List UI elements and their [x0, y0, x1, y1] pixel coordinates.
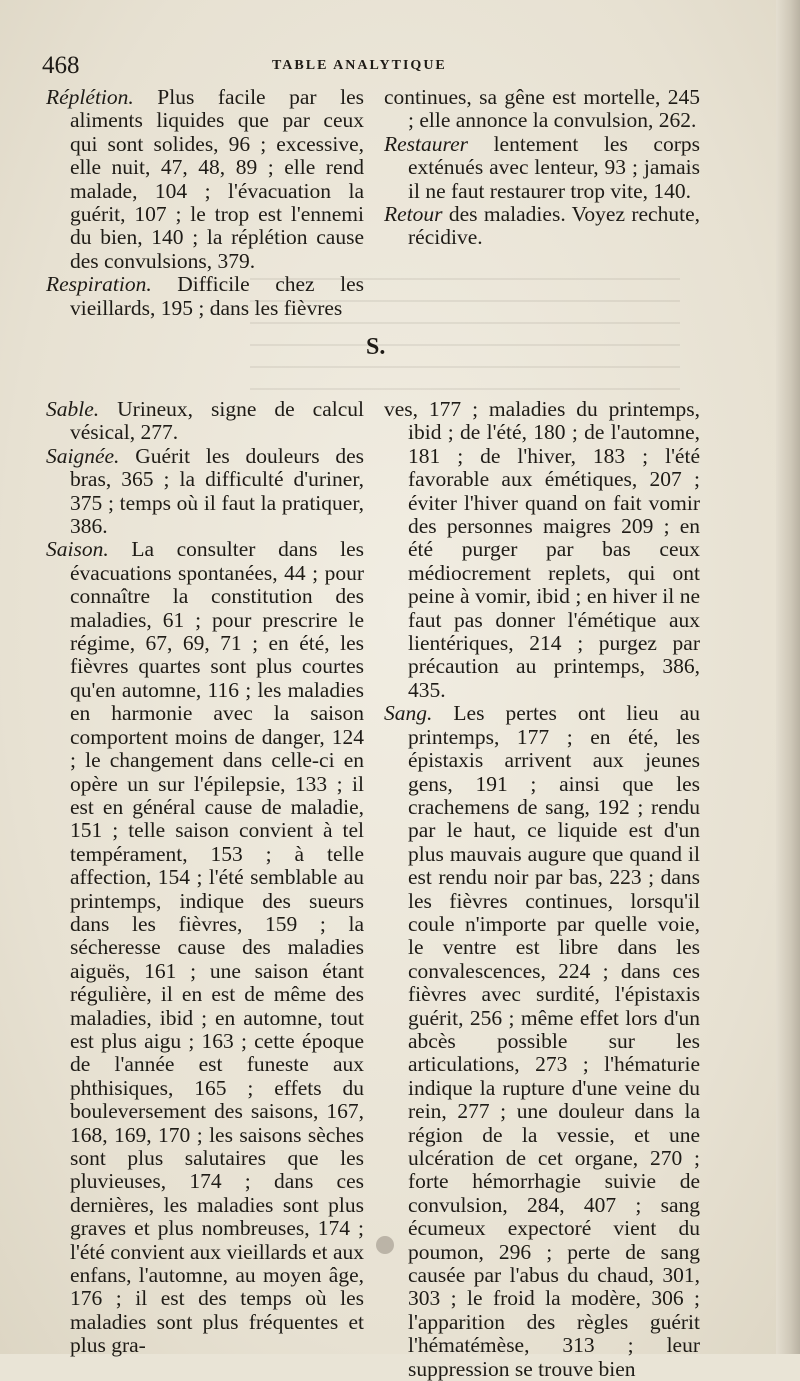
index-entry	[384, 398, 700, 702]
entry-text: Urineux, signe de calcul vésical, 277.	[70, 397, 364, 445]
index-entry	[46, 538, 364, 1357]
entry-headword: Saignée.	[46, 443, 120, 468]
index-entry	[46, 398, 364, 445]
page-spine-shadow	[776, 0, 800, 1354]
index-entry	[46, 86, 364, 273]
index-entry	[384, 203, 700, 250]
entry-text: lentement les corps exténués avec lenteur, 93 ; jamais il ne faut restaurer trop vite, 140.	[408, 131, 700, 203]
entry-text: Difficile chez les vieillards, 195 ; dans les fièvres	[70, 272, 364, 320]
upper-right-column	[384, 86, 700, 250]
entry-headword: Réplétion.	[46, 85, 134, 109]
show-through-bleed	[250, 270, 680, 390]
index-entry	[384, 133, 700, 203]
entry-text: Les pertes ont lieu au printemps, 177 ; en été, les épistaxis arrivent aux jeunes gens, 191 ; ainsi que les crachemens de sang, 192 ; rendu par le haut, ce liquide est d'un plus mauvais augure que quand il est rendu noir par bas, 223 ; dans les fièvres continues, lorsqu'il coule n'importe par quelle voie, le ventre est libre dans les convalescences, 224 ; dans ces fièvres avec surdité, l'épistaxis guérit, 256 ; même effet lors d'un abcès possible sur les articulations, 273 ; l'hématurie indique la rupture d'une veine du rein, 277 ; une douleur dans la région de la vessie, et une ulcération de cet organe, 270 ; forte hémorrhagie suivie de convulsion, 284, 407 ; sang écumeux expectoré vient du poumon, 296 ; perte de sang causée par l'abus du chaud, 301, 303 ; le froid la modère, 306 ; l'apparition des règles guérit l'hématémèse, 313 ; leur suppression se trouve bien	[408, 701, 700, 1381]
page-number: 468	[42, 52, 80, 79]
entry-text: continues, sa gêne est mortelle, 245 ; elle annonce la convulsion, 262.	[384, 85, 700, 133]
index-entry	[46, 445, 364, 539]
entry-text: Guérit les douleurs des bras, 365 ; la difficulté d'uriner, 375 ; temps où il faut la pratiquer, 386.	[70, 443, 364, 539]
page-header	[42, 52, 722, 86]
entry-text: Plus facile par les aliments liquides que par ceux qui sont solides, 96 ; excessive, elle nuit, 47, 48, 89 ; elle rend malade, 104 ; l'évacuation la guérit, 107 ; le trop est l'ennemi du bien, 140 ; la réplétion cause des convulsions, 379.	[70, 85, 364, 273]
entry-text: des maladies. Voyez rechute, récidive.	[408, 202, 700, 250]
lower-right-column	[384, 398, 700, 1381]
running-head: TABLE ANALYTIQUE	[272, 58, 447, 73]
entry-text: ves, 177 ; maladies du printemps, ibid ; de l'été, 180 ; de l'automne, 181 ; de l'hiver, 183 ; l'été favorable aux émétiques, 207 ; éviter l'hiver quand on fait vomir des personnes maigres 209 ; en été purger par bas ceux médiocrement replets, qui ont peine à vomir, ibid ; en hiver il ne faut pas donner l'émétique aux lientériques, 214 ; purgez par précaution au printemps, 386, 435.	[384, 397, 700, 702]
entry-headword: Sable.	[46, 397, 100, 421]
ink-smudge	[376, 1236, 394, 1254]
lower-left-column	[46, 398, 364, 1358]
entry-headword: Restaurer	[384, 131, 468, 156]
entry-headword: Saison.	[46, 537, 109, 562]
entry-headword: Sang.	[384, 701, 433, 726]
entry-headword: Retour	[384, 202, 443, 227]
index-entry	[384, 86, 700, 133]
section-letter: S.	[366, 334, 386, 360]
entry-headword: Respiration.	[46, 272, 152, 297]
index-entry	[384, 702, 700, 1381]
entry-text: La consulter dans les évacuations spontanées, 44 ; pour connaître la constitution des maladies, 61 ; pour prescrire le régime, 67, 69, 71 ; en été, les fièvres quartes sont plus courtes qu'en automne, 116 ; les maladies en harmonie avec la saison comportent moins de danger, 124 ; le changement dans celle-ci en opère un sur l'épilepsie, 133 ; il est en général cause de maladie, 151 ; telle saison convient à tel tempérament, 153 ; à telle affection, 154 ; l'été semblable au printemps, indique des sueurs dans les fièvres, 159 ; la sécheresse cause des maladies aiguës, 161 ; une saison étant régulière, il en est de même des maladies, ibid ; en automne, tout est plus aigu ; 163 ; cette époque de l'année est funeste aux phthisiques, 165 ; effets du bouleversement des saisons, 167, 168, 169, 170 ; les saisons sèches sont plus salutaires que les pluvieuses, 174 ; dans ces dernières, les maladies sont plus graves et plus nombreuses, 174 ; l'été convient aux vieillards et aux enfans, l'automne, au moyen âge, 176 ; il est des temps où les maladies sont plus fréquentes et plus gra-	[70, 537, 364, 1358]
